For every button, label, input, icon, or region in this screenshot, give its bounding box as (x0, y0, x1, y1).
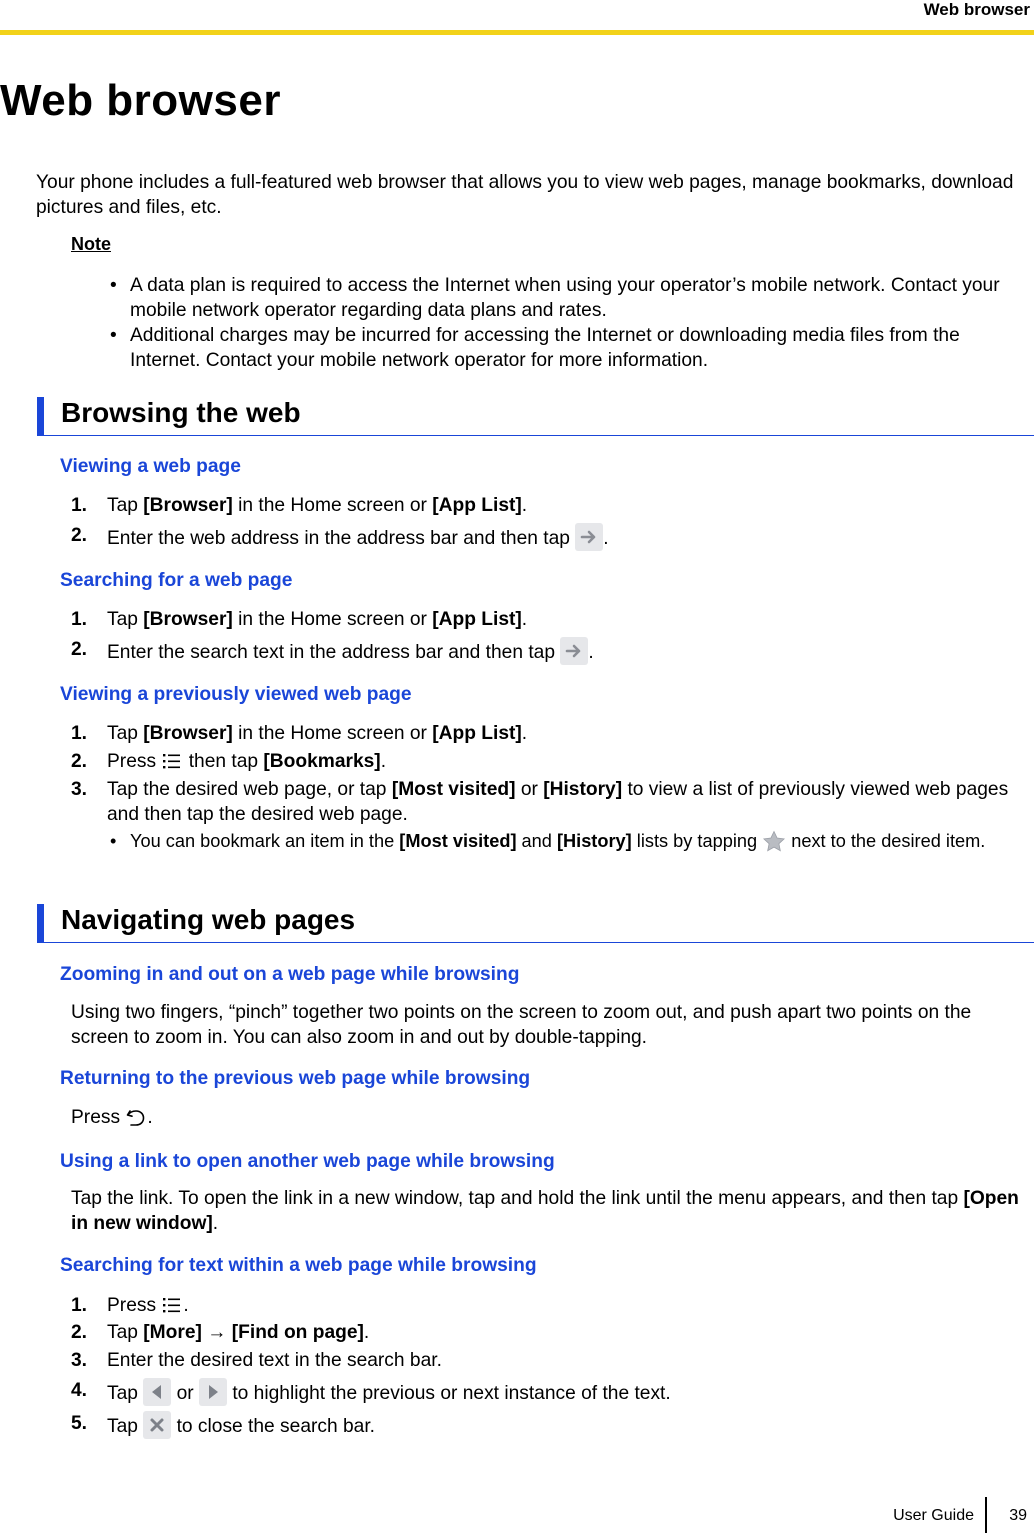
page-title: Web browser (0, 76, 281, 125)
subheading-searching: Searching for a web page (60, 570, 293, 591)
subheading-zoom: Zooming in and out on a web page while browsing (60, 964, 520, 985)
intro-text: Your phone includes a full-featured web browser that allows you to view web pages, manage bookmarks, download pictures and files, etc. (36, 172, 1014, 218)
note-item: • A data plan is required to access the Internet when using your operator’s mobile network. Contact your mobile network operator regarding data plans and rates. (130, 273, 1032, 323)
zoom-text: Using two fingers, “pinch” together two points on the screen to zoom out, and push apart two points on the screen to zoom in. You can also zoom in and out by double-tapping. (71, 1002, 972, 1048)
section-heading-navigating: Navigating web pages (37, 904, 1034, 943)
page-number: 39 (1009, 1507, 1027, 1524)
triangle-right-icon (199, 1378, 227, 1406)
subheading-find: Searching for text within a web page while browsing (60, 1255, 537, 1276)
arrow-right-icon (575, 523, 603, 551)
subheading-link: Using a link to open another web page while browsing (60, 1151, 555, 1172)
subheading-returning: Returning to the previous web page while browsing (60, 1068, 531, 1089)
running-header: Web browser (923, 0, 1030, 19)
link-text: Tap the link. To open the link in a new window, tap and hold the link until the menu appears, and then tap [Open in new window]. (71, 1188, 1019, 1234)
header-rule (0, 30, 1034, 35)
tip-item: • You can bookmark an item in the [Most visited] and [History] lists by tapping next to the desired item. (130, 829, 1032, 854)
footer-divider (985, 1497, 987, 1533)
menu-icon (161, 751, 183, 771)
triangle-left-icon (143, 1378, 171, 1406)
note-item: • Additional charges may be incurred for accessing the Internet or downloading media files from the Internet. Contact your mobile network operator for more information. (130, 323, 1032, 373)
step-item: 3. Tap the desired web page, or tap [Most visited] or [History] to view a list of previously viewed web pages and then tap the desired web page. (71, 779, 1009, 825)
back-icon (125, 1107, 147, 1127)
close-x-icon (143, 1411, 171, 1439)
subheading-viewing: Viewing a web page (60, 456, 241, 477)
subheading-previous: Viewing a previously viewed web page (60, 684, 412, 705)
star-icon (762, 830, 786, 852)
footer-label: User Guide (893, 1507, 974, 1524)
returning-text: Press . (71, 1107, 153, 1128)
menu-icon (161, 1295, 183, 1315)
note-label: Note (71, 234, 111, 254)
arrow-right-icon (560, 637, 588, 665)
section-heading-browsing: Browsing the web (37, 397, 1034, 436)
